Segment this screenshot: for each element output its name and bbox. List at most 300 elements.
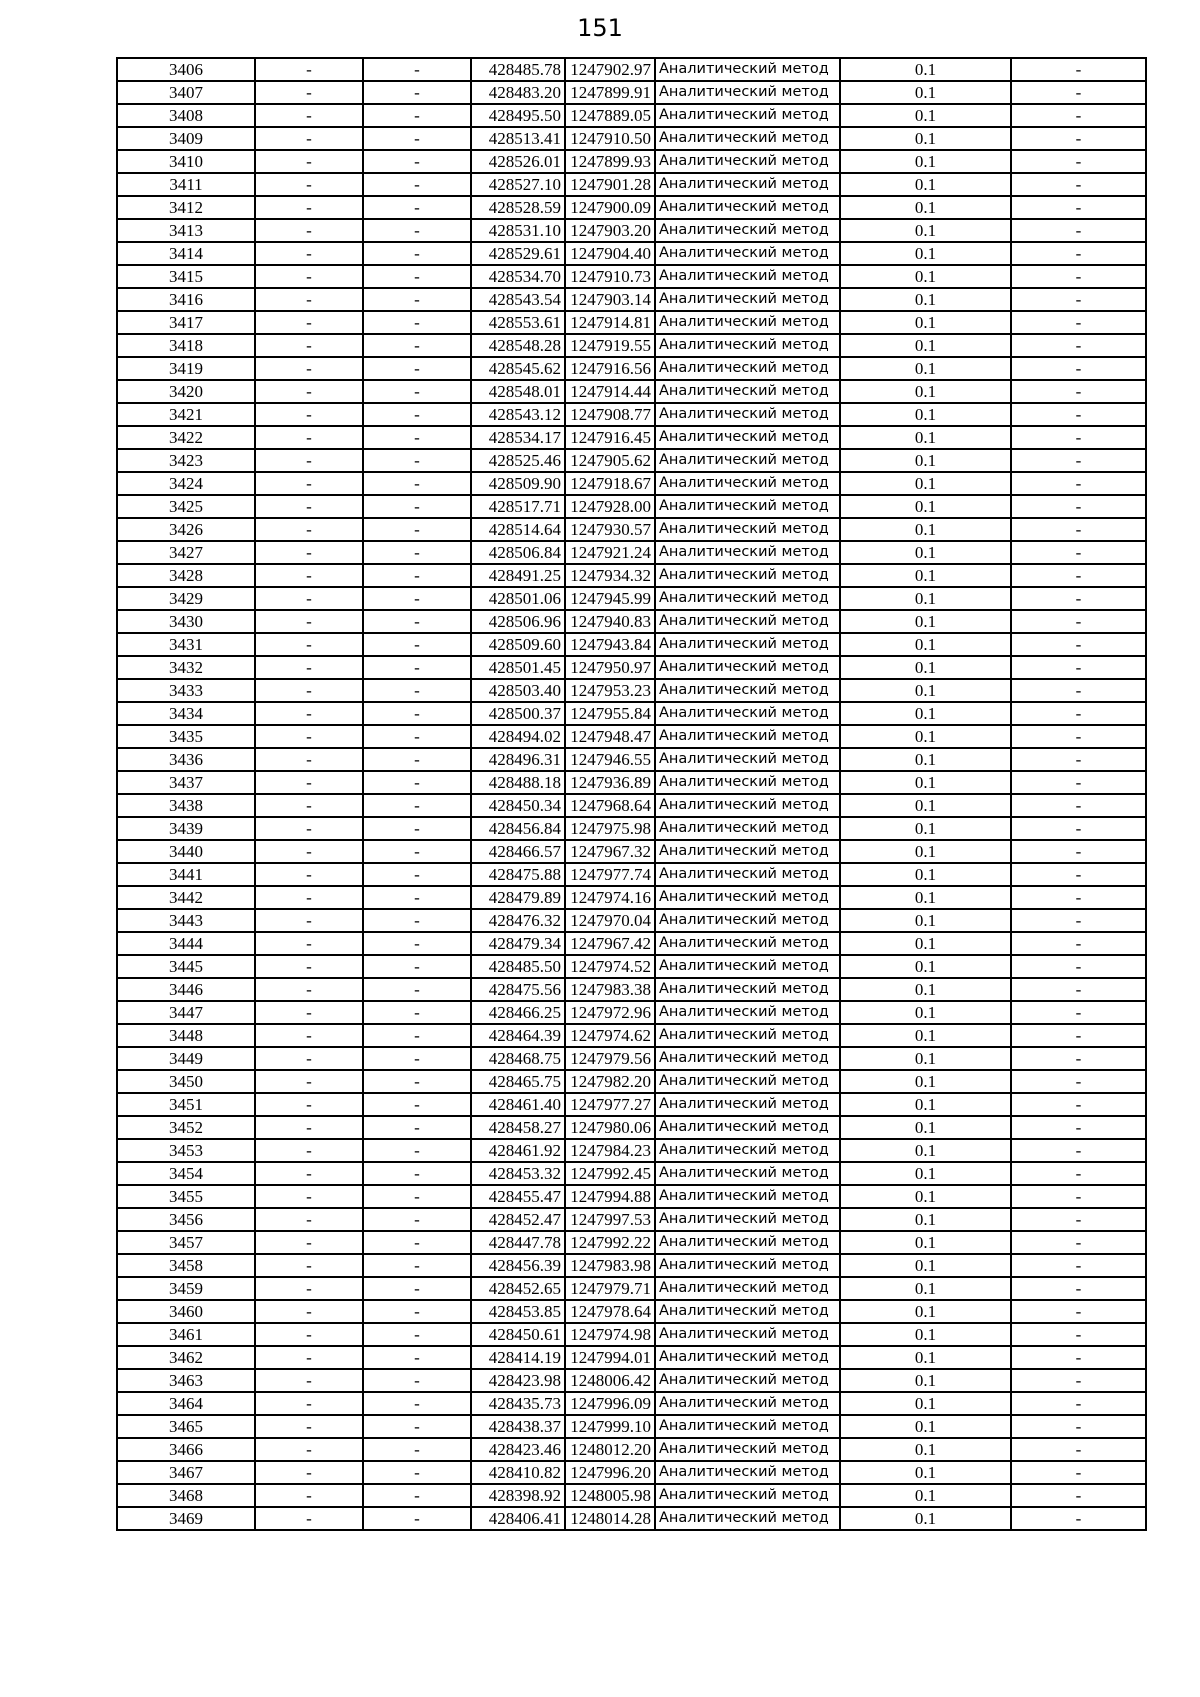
point-number-cell: 3423 (117, 449, 255, 472)
method-cell: Аналитический метод (655, 1139, 840, 1162)
dash-cell: - (363, 127, 471, 150)
point-number-cell: 3468 (117, 1484, 255, 1507)
method-cell: Аналитический метод (655, 150, 840, 173)
method-cell: Аналитический метод (655, 679, 840, 702)
y-coordinate-cell: 1247916.56 (565, 357, 655, 380)
dash-cell: - (363, 1461, 471, 1484)
method-cell: Аналитический метод (655, 1392, 840, 1415)
y-coordinate-cell: 1247983.38 (565, 978, 655, 1001)
method-cell: Аналитический метод (655, 587, 840, 610)
method-cell: Аналитический метод (655, 1484, 840, 1507)
point-number-cell: 3430 (117, 610, 255, 633)
dash-cell: - (363, 104, 471, 127)
dash-cell: - (1011, 1093, 1146, 1116)
coordinates-table (116, 57, 1147, 1531)
accuracy-cell: 0.1 (840, 265, 1011, 288)
accuracy-cell: 0.1 (840, 1507, 1011, 1530)
y-coordinate-cell: 1247903.20 (565, 219, 655, 242)
x-coordinate-cell: 428458.27 (471, 1116, 565, 1139)
point-number-cell: 3425 (117, 495, 255, 518)
dash-cell: - (255, 587, 363, 610)
method-cell: Аналитический метод (655, 311, 840, 334)
x-coordinate-cell: 428450.61 (471, 1323, 565, 1346)
dash-cell: - (363, 311, 471, 334)
table-row (117, 1254, 1146, 1277)
x-coordinate-cell: 428509.60 (471, 633, 565, 656)
dash-cell: - (255, 1369, 363, 1392)
accuracy-cell: 0.1 (840, 334, 1011, 357)
x-coordinate-cell: 428398.92 (471, 1484, 565, 1507)
accuracy-cell: 0.1 (840, 219, 1011, 242)
accuracy-cell: 0.1 (840, 196, 1011, 219)
accuracy-cell: 0.1 (840, 518, 1011, 541)
x-coordinate-cell: 428485.50 (471, 955, 565, 978)
dash-cell: - (255, 1116, 363, 1139)
table-row (117, 656, 1146, 679)
dash-cell: - (1011, 196, 1146, 219)
method-cell: Аналитический метод (655, 495, 840, 518)
accuracy-cell: 0.1 (840, 817, 1011, 840)
dash-cell: - (363, 1116, 471, 1139)
method-cell: Аналитический метод (655, 794, 840, 817)
method-cell: Аналитический метод (655, 1346, 840, 1369)
method-cell: Аналитический метод (655, 1024, 840, 1047)
x-coordinate-cell: 428527.10 (471, 173, 565, 196)
accuracy-cell: 0.1 (840, 104, 1011, 127)
dash-cell: - (255, 472, 363, 495)
point-number-cell: 3417 (117, 311, 255, 334)
table-row (117, 1139, 1146, 1162)
dash-cell: - (363, 771, 471, 794)
accuracy-cell: 0.1 (840, 1392, 1011, 1415)
y-coordinate-cell: 1247953.23 (565, 679, 655, 702)
y-coordinate-cell: 1247974.16 (565, 886, 655, 909)
accuracy-cell: 0.1 (840, 1208, 1011, 1231)
method-cell: Аналитический метод (655, 1070, 840, 1093)
accuracy-cell: 0.1 (840, 1139, 1011, 1162)
accuracy-cell: 0.1 (840, 242, 1011, 265)
accuracy-cell: 0.1 (840, 1461, 1011, 1484)
y-coordinate-cell: 1248006.42 (565, 1369, 655, 1392)
dash-cell: - (363, 1507, 471, 1530)
table-row (117, 1185, 1146, 1208)
dash-cell: - (1011, 1346, 1146, 1369)
dash-cell: - (363, 1024, 471, 1047)
y-coordinate-cell: 1247902.97 (565, 58, 655, 81)
dash-cell: - (255, 840, 363, 863)
y-coordinate-cell: 1247899.91 (565, 81, 655, 104)
point-number-cell: 3445 (117, 955, 255, 978)
table-row (117, 380, 1146, 403)
table-row (117, 196, 1146, 219)
accuracy-cell: 0.1 (840, 1254, 1011, 1277)
table-row (117, 1024, 1146, 1047)
y-coordinate-cell: 1247974.52 (565, 955, 655, 978)
dash-cell: - (363, 564, 471, 587)
y-coordinate-cell: 1248014.28 (565, 1507, 655, 1530)
dash-cell: - (1011, 1300, 1146, 1323)
point-number-cell: 3438 (117, 794, 255, 817)
x-coordinate-cell: 428464.39 (471, 1024, 565, 1047)
dash-cell: - (1011, 863, 1146, 886)
accuracy-cell: 0.1 (840, 1001, 1011, 1024)
point-number-cell: 3451 (117, 1093, 255, 1116)
point-number-cell: 3414 (117, 242, 255, 265)
dash-cell: - (255, 265, 363, 288)
table-row (117, 633, 1146, 656)
x-coordinate-cell: 428500.37 (471, 702, 565, 725)
dash-cell: - (1011, 1024, 1146, 1047)
x-coordinate-cell: 428514.64 (471, 518, 565, 541)
dash-cell: - (255, 794, 363, 817)
dash-cell: - (363, 1392, 471, 1415)
method-cell: Аналитический метод (655, 1001, 840, 1024)
method-cell: Аналитический метод (655, 1369, 840, 1392)
table-row (117, 909, 1146, 932)
point-number-cell: 3412 (117, 196, 255, 219)
method-cell: Аналитический метод (655, 955, 840, 978)
x-coordinate-cell: 428483.20 (471, 81, 565, 104)
table-row (117, 104, 1146, 127)
method-cell: Аналитический метод (655, 380, 840, 403)
point-number-cell: 3436 (117, 748, 255, 771)
accuracy-cell: 0.1 (840, 932, 1011, 955)
table-row (117, 587, 1146, 610)
accuracy-cell: 0.1 (840, 771, 1011, 794)
dash-cell: - (363, 610, 471, 633)
dash-cell: - (363, 173, 471, 196)
accuracy-cell: 0.1 (840, 748, 1011, 771)
dash-cell: - (363, 380, 471, 403)
point-number-cell: 3464 (117, 1392, 255, 1415)
dash-cell: - (363, 357, 471, 380)
method-cell: Аналитический метод (655, 196, 840, 219)
y-coordinate-cell: 1247936.89 (565, 771, 655, 794)
point-number-cell: 3409 (117, 127, 255, 150)
method-cell: Аналитический метод (655, 633, 840, 656)
table-row (117, 1392, 1146, 1415)
method-cell: Аналитический метод (655, 1093, 840, 1116)
dash-cell: - (1011, 1277, 1146, 1300)
y-coordinate-cell: 1247910.50 (565, 127, 655, 150)
table-row (117, 1277, 1146, 1300)
table-row (117, 1323, 1146, 1346)
table-row (117, 1346, 1146, 1369)
dash-cell: - (363, 702, 471, 725)
y-coordinate-cell: 1247899.93 (565, 150, 655, 173)
accuracy-cell: 0.1 (840, 886, 1011, 909)
dash-cell: - (255, 81, 363, 104)
point-number-cell: 3411 (117, 173, 255, 196)
x-coordinate-cell: 428543.54 (471, 288, 565, 311)
y-coordinate-cell: 1247967.32 (565, 840, 655, 863)
dash-cell: - (363, 1346, 471, 1369)
method-cell: Аналитический метод (655, 932, 840, 955)
dash-cell: - (1011, 1323, 1146, 1346)
y-coordinate-cell: 1247918.67 (565, 472, 655, 495)
y-coordinate-cell: 1247955.84 (565, 702, 655, 725)
dash-cell: - (1011, 817, 1146, 840)
table-row (117, 1231, 1146, 1254)
accuracy-cell: 0.1 (840, 1277, 1011, 1300)
point-number-cell: 3453 (117, 1139, 255, 1162)
dash-cell: - (255, 426, 363, 449)
method-cell: Аналитический метод (655, 771, 840, 794)
y-coordinate-cell: 1247999.10 (565, 1415, 655, 1438)
point-number-cell: 3465 (117, 1415, 255, 1438)
method-cell: Аналитический метод (655, 426, 840, 449)
table-row (117, 1415, 1146, 1438)
table-row (117, 1484, 1146, 1507)
x-coordinate-cell: 428456.84 (471, 817, 565, 840)
x-coordinate-cell: 428494.02 (471, 725, 565, 748)
accuracy-cell: 0.1 (840, 955, 1011, 978)
dash-cell: - (255, 633, 363, 656)
table-body (117, 58, 1146, 1530)
point-number-cell: 3435 (117, 725, 255, 748)
y-coordinate-cell: 1247945.99 (565, 587, 655, 610)
y-coordinate-cell: 1247950.97 (565, 656, 655, 679)
dash-cell: - (1011, 81, 1146, 104)
dash-cell: - (255, 380, 363, 403)
table-row (117, 1001, 1146, 1024)
table-row (117, 1093, 1146, 1116)
dash-cell: - (363, 794, 471, 817)
table-row (117, 840, 1146, 863)
y-coordinate-cell: 1247996.09 (565, 1392, 655, 1415)
method-cell: Аналитический метод (655, 1277, 840, 1300)
dash-cell: - (1011, 1392, 1146, 1415)
point-number-cell: 3461 (117, 1323, 255, 1346)
table-row (117, 886, 1146, 909)
point-number-cell: 3441 (117, 863, 255, 886)
accuracy-cell: 0.1 (840, 288, 1011, 311)
x-coordinate-cell: 428553.61 (471, 311, 565, 334)
method-cell: Аналитический метод (655, 1415, 840, 1438)
dash-cell: - (255, 288, 363, 311)
dash-cell: - (1011, 541, 1146, 564)
accuracy-cell: 0.1 (840, 794, 1011, 817)
point-number-cell: 3448 (117, 1024, 255, 1047)
dash-cell: - (363, 886, 471, 909)
accuracy-cell: 0.1 (840, 1024, 1011, 1047)
y-coordinate-cell: 1247916.45 (565, 426, 655, 449)
dash-cell: - (1011, 1254, 1146, 1277)
dash-cell: - (1011, 748, 1146, 771)
dash-cell: - (1011, 1231, 1146, 1254)
point-number-cell: 3429 (117, 587, 255, 610)
dash-cell: - (1011, 219, 1146, 242)
y-coordinate-cell: 1247910.73 (565, 265, 655, 288)
dash-cell: - (363, 1300, 471, 1323)
dash-cell: - (255, 357, 363, 380)
dash-cell: - (255, 1254, 363, 1277)
point-number-cell: 3462 (117, 1346, 255, 1369)
x-coordinate-cell: 428531.10 (471, 219, 565, 242)
dash-cell: - (363, 265, 471, 288)
table-row (117, 817, 1146, 840)
dash-cell: - (1011, 426, 1146, 449)
table-row (117, 219, 1146, 242)
x-coordinate-cell: 428438.37 (471, 1415, 565, 1438)
y-coordinate-cell: 1247967.42 (565, 932, 655, 955)
y-coordinate-cell: 1247914.81 (565, 311, 655, 334)
dash-cell: - (363, 1162, 471, 1185)
dash-cell: - (255, 817, 363, 840)
dash-cell: - (363, 1323, 471, 1346)
x-coordinate-cell: 428414.19 (471, 1346, 565, 1369)
table-row (117, 1070, 1146, 1093)
table-row (117, 863, 1146, 886)
dash-cell: - (255, 932, 363, 955)
method-cell: Аналитический метод (655, 1231, 840, 1254)
method-cell: Аналитический метод (655, 725, 840, 748)
dash-cell: - (363, 1093, 471, 1116)
dash-cell: - (1011, 1116, 1146, 1139)
dash-cell: - (1011, 1415, 1146, 1438)
y-coordinate-cell: 1247946.55 (565, 748, 655, 771)
point-number-cell: 3420 (117, 380, 255, 403)
point-number-cell: 3454 (117, 1162, 255, 1185)
dash-cell: - (1011, 1162, 1146, 1185)
x-coordinate-cell: 428476.32 (471, 909, 565, 932)
dash-cell: - (1011, 518, 1146, 541)
y-coordinate-cell: 1247996.20 (565, 1461, 655, 1484)
point-number-cell: 3469 (117, 1507, 255, 1530)
dash-cell: - (1011, 633, 1146, 656)
y-coordinate-cell: 1247928.00 (565, 495, 655, 518)
x-coordinate-cell: 428506.96 (471, 610, 565, 633)
dash-cell: - (1011, 127, 1146, 150)
dash-cell: - (363, 472, 471, 495)
method-cell: Аналитический метод (655, 449, 840, 472)
dash-cell: - (1011, 403, 1146, 426)
y-coordinate-cell: 1247901.28 (565, 173, 655, 196)
table-row (117, 127, 1146, 150)
dash-cell: - (1011, 771, 1146, 794)
point-number-cell: 3416 (117, 288, 255, 311)
method-cell: Аналитический метод (655, 1461, 840, 1484)
method-cell: Аналитический метод (655, 978, 840, 1001)
method-cell: Аналитический метод (655, 909, 840, 932)
dash-cell: - (255, 1208, 363, 1231)
point-number-cell: 3466 (117, 1438, 255, 1461)
point-number-cell: 3427 (117, 541, 255, 564)
point-number-cell: 3452 (117, 1116, 255, 1139)
point-number-cell: 3458 (117, 1254, 255, 1277)
dash-cell: - (255, 196, 363, 219)
point-number-cell: 3419 (117, 357, 255, 380)
dash-cell: - (255, 1162, 363, 1185)
table-row (117, 150, 1146, 173)
dash-cell: - (255, 173, 363, 196)
dash-cell: - (363, 1047, 471, 1070)
table-row (117, 173, 1146, 196)
dash-cell: - (363, 1484, 471, 1507)
x-coordinate-cell: 428501.45 (471, 656, 565, 679)
dash-cell: - (1011, 311, 1146, 334)
table-row (117, 1300, 1146, 1323)
method-cell: Аналитический метод (655, 173, 840, 196)
y-coordinate-cell: 1247992.45 (565, 1162, 655, 1185)
y-coordinate-cell: 1247977.74 (565, 863, 655, 886)
dash-cell: - (255, 978, 363, 1001)
dash-cell: - (1011, 656, 1146, 679)
point-number-cell: 3415 (117, 265, 255, 288)
method-cell: Аналитический метод (655, 1300, 840, 1323)
dash-cell: - (255, 1047, 363, 1070)
y-coordinate-cell: 1247994.01 (565, 1346, 655, 1369)
table-row (117, 357, 1146, 380)
dash-cell: - (1011, 1001, 1146, 1024)
dash-cell: - (363, 150, 471, 173)
y-coordinate-cell: 1247943.84 (565, 633, 655, 656)
x-coordinate-cell: 428491.25 (471, 564, 565, 587)
table-row (117, 242, 1146, 265)
point-number-cell: 3447 (117, 1001, 255, 1024)
y-coordinate-cell: 1247930.57 (565, 518, 655, 541)
dash-cell: - (1011, 150, 1146, 173)
dash-cell: - (255, 1507, 363, 1530)
x-coordinate-cell: 428465.75 (471, 1070, 565, 1093)
dash-cell: - (1011, 932, 1146, 955)
page-number: 151 (577, 14, 623, 42)
x-coordinate-cell: 428423.46 (471, 1438, 565, 1461)
y-coordinate-cell: 1247972.96 (565, 1001, 655, 1024)
method-cell: Аналитический метод (655, 1047, 840, 1070)
accuracy-cell: 0.1 (840, 472, 1011, 495)
dash-cell: - (1011, 265, 1146, 288)
accuracy-cell: 0.1 (840, 587, 1011, 610)
point-number-cell: 3408 (117, 104, 255, 127)
x-coordinate-cell: 428534.17 (471, 426, 565, 449)
method-cell: Аналитический метод (655, 541, 840, 564)
method-cell: Аналитический метод (655, 219, 840, 242)
dash-cell: - (1011, 288, 1146, 311)
dash-cell: - (1011, 472, 1146, 495)
dash-cell: - (363, 1277, 471, 1300)
y-coordinate-cell: 1247900.09 (565, 196, 655, 219)
x-coordinate-cell: 428479.34 (471, 932, 565, 955)
y-coordinate-cell: 1247977.27 (565, 1093, 655, 1116)
y-coordinate-cell: 1247974.62 (565, 1024, 655, 1047)
accuracy-cell: 0.1 (840, 564, 1011, 587)
accuracy-cell: 0.1 (840, 403, 1011, 426)
y-coordinate-cell: 1247905.62 (565, 449, 655, 472)
dash-cell: - (255, 1323, 363, 1346)
table-row (117, 288, 1146, 311)
y-coordinate-cell: 1247908.77 (565, 403, 655, 426)
dash-cell: - (1011, 334, 1146, 357)
table-row (117, 334, 1146, 357)
table-row (117, 978, 1146, 1001)
dash-cell: - (363, 426, 471, 449)
dash-cell: - (255, 1392, 363, 1415)
x-coordinate-cell: 428475.56 (471, 978, 565, 1001)
y-coordinate-cell: 1247903.14 (565, 288, 655, 311)
dash-cell: - (255, 1139, 363, 1162)
dash-cell: - (255, 150, 363, 173)
dash-cell: - (255, 541, 363, 564)
table-row (117, 564, 1146, 587)
dash-cell: - (1011, 794, 1146, 817)
dash-cell: - (363, 1254, 471, 1277)
dash-cell: - (363, 1070, 471, 1093)
x-coordinate-cell: 428410.82 (471, 1461, 565, 1484)
point-number-cell: 3431 (117, 633, 255, 656)
dash-cell: - (255, 656, 363, 679)
x-coordinate-cell: 428461.40 (471, 1093, 565, 1116)
